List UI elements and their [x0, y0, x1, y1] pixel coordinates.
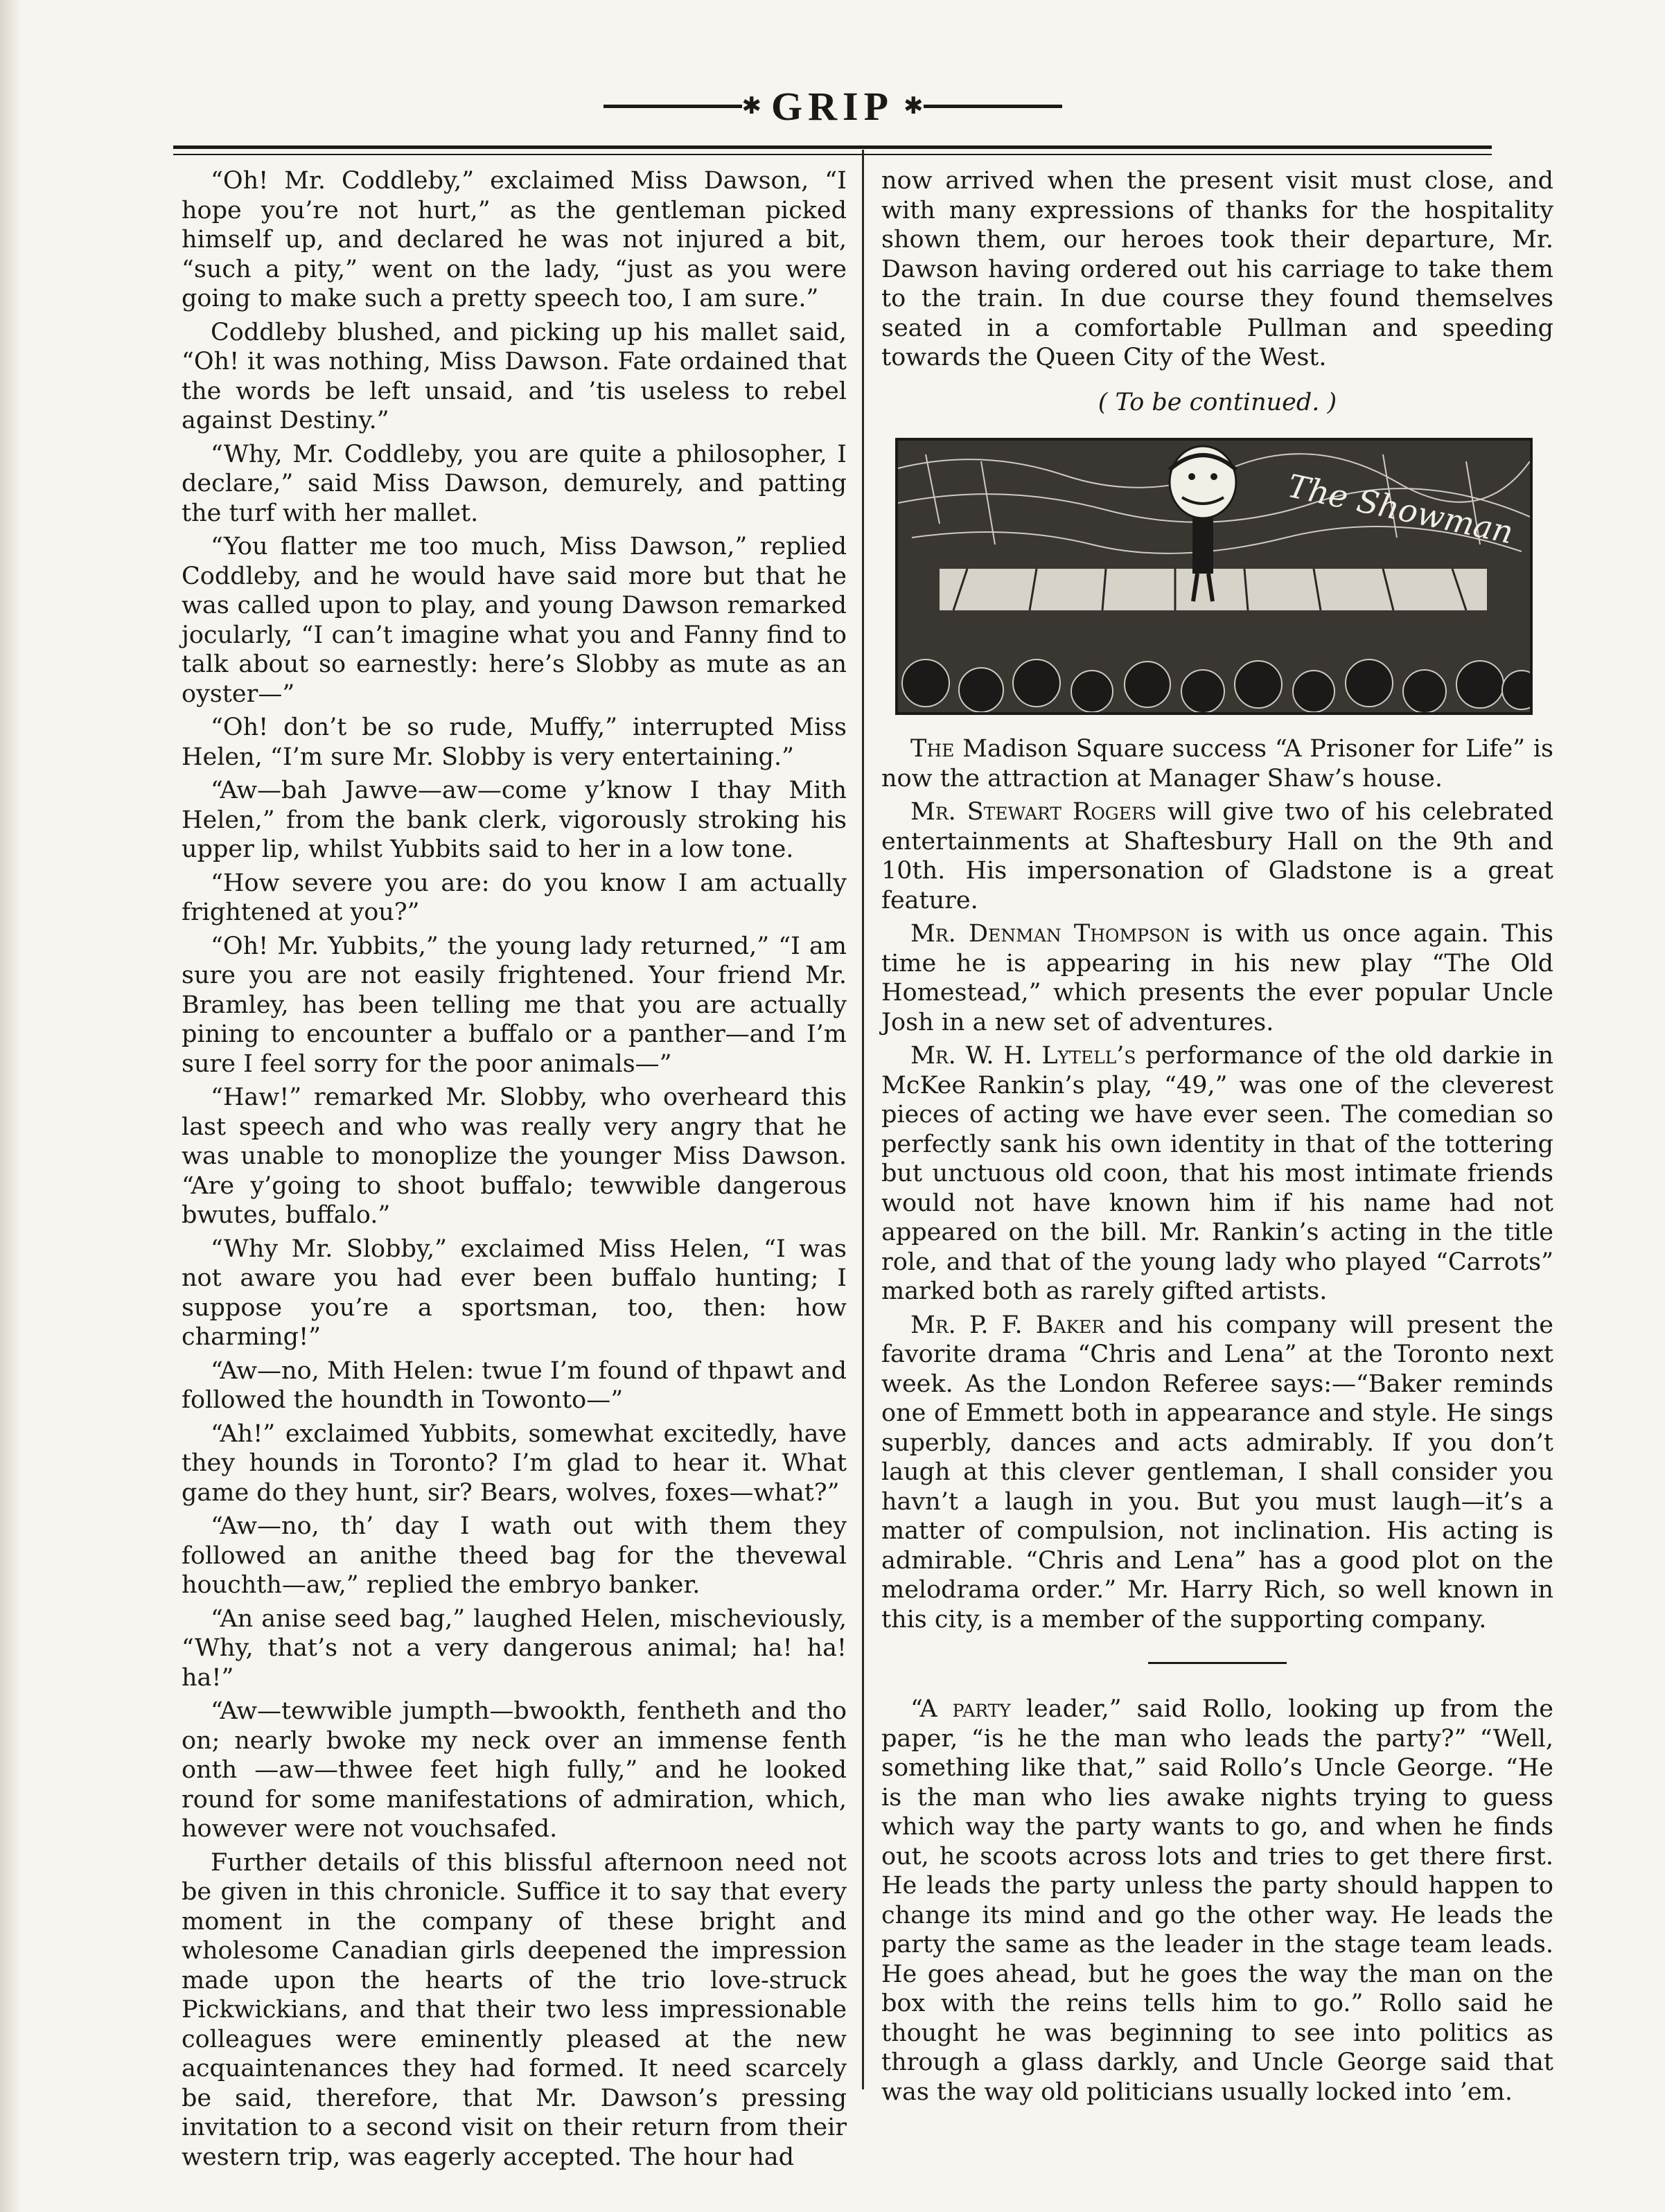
note-lytell [881, 1041, 1553, 1307]
masthead-star-right-icon: ✱ [904, 92, 924, 120]
story-paragraph: “Oh! don’t be so rude, Muffy,” interrupted Miss Helen, “I’m sure Mr. Slobby is very entertaining.” [182, 714, 847, 771]
rollo-anecdote [881, 1695, 1553, 2107]
left-column [182, 166, 847, 2176]
masthead-star-left-icon: ✱ [741, 92, 761, 120]
story-paragraph: “Aw—no, th’ day I wath out with them they followed an anithe theed bag for the thevewal houchth—aw,” replied the embryo banker. [182, 1512, 847, 1599]
note-text: and his company will present the favorite drama “Chris and Lena” at the Toronto next week. As the London Referee says:—“Baker reminds one of Emmett both in appearance and style. He sings superbly, dances and acts admirably. If you don’t laugh at this clever gentleman, I shall consider you havn’t a laugh in you. But you must laugh—it’s a matter of compulsion, not inclination. His acting is admirable. “Chris and Lena” has a good plot on the melodrama order.” Mr. Harry Rich, so well known in this city, is a member of the supporting company. [881, 1311, 1553, 1634]
section-rule [1148, 1662, 1287, 1664]
story-paragraph: “Oh! Mr. Yubbits,” the young lady returned,” “I am sure you are not easily frightened. Your friend Mr. Bramley, has been telling me that you are actually pining to encounter a buffalo or a panther—and I’m sure I feel sorry for the poor animals—” [182, 932, 847, 1078]
note-stewart-rogers [881, 797, 1553, 915]
column-divider [862, 150, 864, 2089]
page-edge-shadow [0, 0, 21, 2212]
note-lead: Mr. Denman Thompson [910, 920, 1190, 948]
story-paragraph: “Why Mr. Slobby,” exclaimed Miss Helen, “I was not aware you had ever been buffalo hunting; I suppose you’re a sportsman, too, then: how charming!” [182, 1235, 847, 1351]
note-lead: The [910, 735, 955, 763]
masthead [166, 82, 1499, 130]
header-rule-thin [173, 154, 1492, 155]
right-column [881, 166, 1553, 2111]
note-madison-square [881, 734, 1553, 793]
note-text: Madison Square success “A Prisoner for Life” is now the attraction at Manager Shaw’s house. [881, 735, 1553, 793]
story-paragraph: “Aw—no, Mith Helen: twue I’m found of thpawt and followed the houndth in Towonto—” [182, 1356, 847, 1414]
rollo-text: leader,” said Rollo, looking up from the paper, “is he the man who leads the party?” “Well, something like that,” said Rollo’s Uncle George. “He is the man who lies awake nights trying to guess which way the party wants to go, and when he finds out, he scoots across lots and tries to get there first. He leads the party unless the party should happen to change its mind and go the other way. He leads the party the same as the leader in the stage team leads. He goes ahead, but he goes the way the man on the box with the reins tells him to go.” Rollo said he thought he was beginning to see into politics as through a glass darkly, and Uncle George said that was the way old politicians usually locked into ’em. [881, 1695, 1553, 2106]
story-paragraph: “You flatter me too much, Miss Dawson,” replied Coddleby, and he would have said more but that he was called upon to play, and young Dawson remarked jocularly, “I can’t imagine what you and Fanny find to talk about so earnestly: here’s Slobby as mute as an oyster—” [182, 533, 847, 708]
showman-cartoon [895, 438, 1533, 715]
story-paragraph: “How severe you are: do you know I am actually frightened at you?” [182, 869, 847, 926]
masthead-title: GRIP [771, 83, 894, 129]
story-paragraph: “An anise seed bag,” laughed Helen, mischeviously, “Why, that’s not a very dangerous animal; ha! ha! ha!” [182, 1604, 847, 1692]
note-text: will give two of his celebrated entertainments at Shaftesbury Hall on the 9th and 10th. His impersonation of Gladstone is a great feature. [881, 798, 1553, 914]
masthead-rule-right [924, 105, 1062, 108]
note-text: is with us once again. This time he is appearing in his new play “The Old Homestead,” which presents the ever popular Uncle Josh in a new set of adventures. [881, 920, 1554, 1036]
story-paragraph: “Haw!” remarked Mr. Slobby, who overheard this last speech and who was really very angry that he was unable to monoplize the younger Miss Dawson. “Are y’going to shoot buffalo; tewwible dangerous bwutes, buffalo.” [182, 1083, 847, 1229]
note-lead: Mr. W. H. Lytell’s [910, 1042, 1136, 1070]
note-baker [881, 1311, 1553, 1635]
story-paragraph: “Aw—tewwible jumpth—bwookth, fentheth and tho on; nearly bwoke my neck over an immense fenth onth —aw—thwee feet high fully,” and he looked round for some manifestations of admiration, which, however were not vouchsafed. [182, 1697, 847, 1843]
note-lead: Mr. P. F. Baker [910, 1311, 1105, 1339]
story-paragraph: “Why, Mr. Coddleby, you are quite a philosopher, I declare,” said Miss Dawson, demurely, and patting the turf with her mallet. [182, 440, 847, 527]
rollo-lead: “A party [910, 1695, 1011, 1723]
header-rule-thick [173, 145, 1492, 149]
note-text: performance of the old darkie in McKee Rankin’s play, “49,” was one of the cleverest pieces of acting we have ever seen. The comedian so perfectly sank his own identity in that of the tottering but unctuous old coon, that his most intimate friends would not have known him if his name had not appeared on the bill. Mr. Rankin’s acting in the title role, and that of the young lady who played “Carrots” marked both as rarely gifted artists. [881, 1042, 1553, 1305]
note-denman-thompson [881, 919, 1553, 1037]
story-continuation: now arrived when the present visit must close, and with many expressions of thanks for the hospitality shown them, our heroes took their departure, Mr. Dawson having ordered out his carriage to take them to the train. In due course they found themselves seated in a comfortable Pullman and speeding towards the Queen City of the West. [881, 167, 1553, 371]
to-be-continued: ( To be continued. ) [1098, 388, 1337, 416]
story-paragraph: Coddleby blushed, and picking up his mallet said, “Oh! it was nothing, Miss Dawson. Fate ordained that the words be left unsaid, and ’tis useless to rebel against Destiny.” [182, 318, 847, 434]
story-paragraph: “Ah!” exclaimed Yubbits, somewhat excitedly, have they hounds in Toronto? I’m glad to hear it. What game do they hunt, sir? Bears, wolves, foxes—what?” [182, 1419, 847, 1507]
story-paragraph: Further details of this blissful afternoon need not be given in this chronicle. Suffice it to say that every moment in the company of these bright and wholesome Canadian girls deepened the impression made upon the hearts of the trio love-struck Pickwickians, and that their two less impressionable colleagues were eminently pleased at the new acquaintenances they had formed. It need scarcely be said, therefore, that Mr. Dawson’s pressing invitation to a second visit on their return from their western trip, was eagerly accepted. The hour had [182, 1848, 847, 2171]
masthead-rule-left [604, 105, 742, 108]
story-paragraph: “Oh! Mr. Coddleby,” exclaimed Miss Dawson, “I hope you’re not hurt,” as the gentleman picked himself up, and declared he was not injured a bit, “such a pity,” went on the lady, “just as you were going to make such a pretty speech too, I am sure.” [182, 167, 847, 312]
cartoon-lettering: The Showman [1284, 466, 1517, 551]
showman-cartoon-illustration [898, 441, 1530, 712]
note-lead: Mr. Stewart Rogers [910, 798, 1156, 826]
story-paragraph: “Aw—bah Jawve—aw—come y’know I thay Mith Helen,” from the bank clerk, vigorously stroking his upper lip, whilst Yubbits said to her in a low tone. [182, 777, 847, 863]
